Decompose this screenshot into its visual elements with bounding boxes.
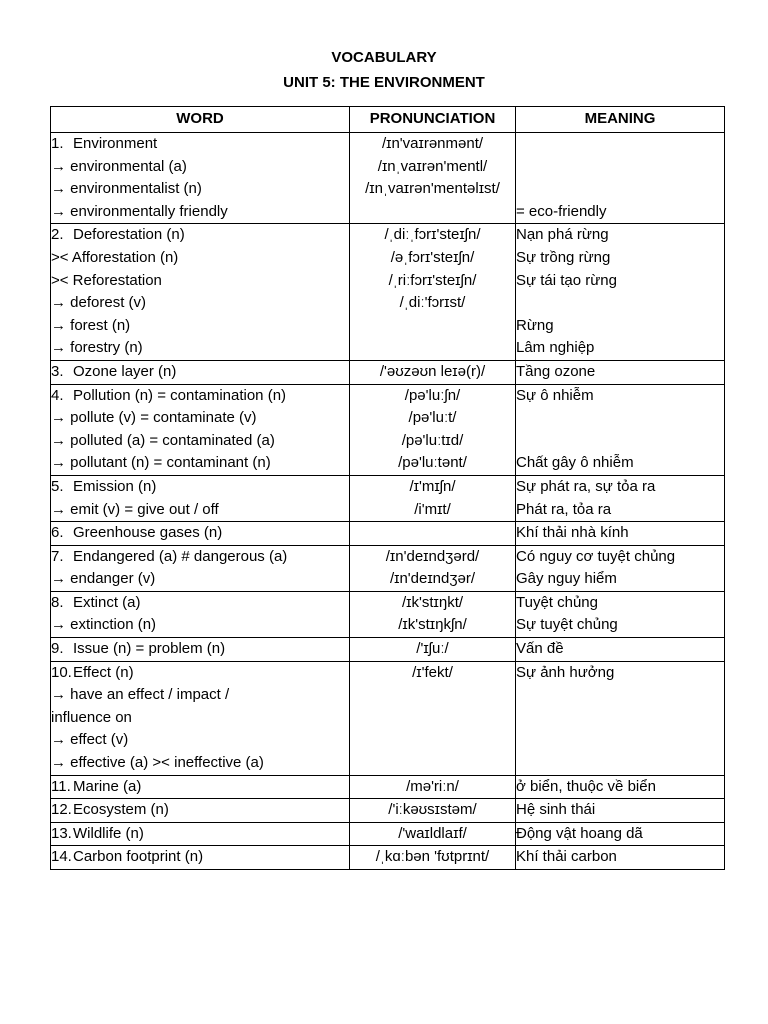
pronunciation-line: /ˌdiː'fɔrɪst/ [399,294,466,312]
pronunciation-line: /pə'luːtɪd/ [401,431,464,449]
table-header-row [51,107,725,133]
derivative-line: → effective (a) >< ineffective (a) [51,754,264,772]
table-row [51,822,725,846]
table-row [51,775,725,799]
meaning-line: Sự tái tạo rừng [516,271,617,289]
headword-text: Marine (a) [73,777,142,795]
page-title: VOCABULARY [331,49,437,66]
headword-text: Emission (n) [73,477,157,495]
meaning-line: Gây nguy hiểm [516,570,617,588]
pronunciation-line: /ɪk'stɪŋkt/ [401,593,464,611]
derivative-line: >< Reforestation [51,271,162,289]
meaning-line: Chất gây ô nhiễm [516,454,634,472]
headword-line [51,638,349,661]
headword-line [51,846,349,869]
meaning-line [516,178,724,201]
headword-line [51,385,349,408]
pronunciation-line: /pə'luːʃn/ [404,386,461,404]
meaning-line: Động vật hoang dã [516,824,643,842]
derivative-line: → pollute (v) = contaminate (v) [51,409,257,427]
entry-number: 13. [51,824,72,842]
derivative-line: → environmentally friendly [51,202,228,220]
word-cell [51,522,350,546]
word-cell [51,360,350,384]
meaning-cell [516,799,725,823]
table-row [51,545,725,591]
pronunciation-line: /ˌkɑːbən 'fʊtprɪnt/ [375,848,490,866]
entry-number: 4. [51,386,64,404]
entry-number: 8. [51,593,64,611]
meaning-cell [516,822,725,846]
entry-number: 6. [51,524,64,542]
derivative-line: → have an effect / impact / [51,686,230,704]
entry-number: 3. [51,362,64,380]
meaning-line: Khí thải nhà kính [516,524,629,542]
headword-line [51,776,349,799]
pronunciation-line: /əˌfɔrɪ'steɪʃn/ [390,248,475,266]
entry-number: 9. [51,640,64,658]
derivative-line: → deforest (v) [51,294,147,312]
table-row [51,475,725,521]
pronunciation-line: /ɪk'stɪŋkʃn/ [398,616,467,634]
meaning-line: Có nguy cơ tuyệt chủng [516,547,676,565]
pronunciation-line: /'əʊzəʊn leɪə(r)/ [379,362,486,380]
entry-number: 7. [51,547,64,565]
meaning-cell [516,224,725,361]
pronunciation-cell [350,661,516,775]
meaning-cell [516,522,725,546]
meaning-cell [516,591,725,637]
meaning-line: Sự ô nhiễm [516,386,594,404]
meaning-line: Sự tuyệt chủng [516,616,618,634]
meaning-cell [516,384,725,475]
headword-text: Pollution (n) = contamination (n) [73,386,287,404]
meaning-cell [516,360,725,384]
meaning-line: Sự phát ra, sự tỏa ra [516,477,656,495]
meaning-line: Rừng [516,316,554,334]
meaning-line [516,407,724,430]
header-pronunciation: PRONUNCIATION [350,107,516,133]
pronunciation-line: /ɪn'vaɪrənmənt/ [381,135,484,152]
word-cell [51,638,350,662]
pronunciation-cell [350,360,516,384]
entry-number: 12. [51,801,72,819]
pronunciation-line: /mə'riːn/ [406,777,459,795]
pronunciation-line: /ɪ'mɪʃn/ [409,477,456,495]
pronunciation-cell [350,638,516,662]
pronunciation-cell [350,475,516,521]
headword-text: Issue (n) = problem (n) [73,640,226,658]
word-cell [51,545,350,591]
derivative-line: → polluted (a) = contaminated (a) [51,431,275,449]
meaning-line [516,156,724,179]
pronunciation-cell [350,846,516,870]
pronunciation-line: /pə'luːt/ [408,409,457,427]
table-body [51,133,725,870]
headword-text: Wildlife (n) [73,824,144,842]
meaning-line: Vấn đề [516,640,564,658]
derivative-line: → environmental (a) [51,157,187,175]
pronunciation-line: /ɪn'deɪndʒər/ [389,570,476,588]
headword-line [51,361,349,384]
table-row [51,638,725,662]
headword-text: Environment [73,135,158,152]
headword-line [51,224,349,247]
pronunciation-line: /ˌdiːˌfɔrɪ'steɪʃn/ [384,226,481,244]
pronunciation-line: /ɪnˌvaɪrən'mentəlɪst/ [365,180,500,198]
entry-number: 2. [51,226,64,244]
meaning-line: = eco-friendly [516,202,607,220]
pronunciation-line: /'iːkəʊsɪstəm/ [388,801,477,819]
headword-text: Carbon footprint (n) [73,848,204,866]
meaning-line: Phát ra, tỏa ra [516,500,612,518]
derivative-line: → forestry (n) [51,339,143,357]
table-row [51,522,725,546]
pronunciation-line: /ɪn'deɪndʒərd/ [385,547,480,565]
word-cell [51,384,350,475]
word-cell [51,775,350,799]
word-cell [51,846,350,870]
meaning-cell [516,846,725,870]
page-subtitle: UNIT 5: THE ENVIRONMENT [283,74,485,91]
entry-number: 1. [51,135,64,152]
pronunciation-cell [350,224,516,361]
headword-line [51,799,349,822]
pronunciation-cell [350,591,516,637]
meaning-line: ở biển, thuộc về biển [516,777,656,795]
meaning-line: Nạn phá rừng [516,226,609,244]
derivative-line: >< Afforestation (n) [51,248,179,266]
meaning-line: Khí thải carbon [516,848,617,866]
headword-text: Deforestation (n) [73,226,185,244]
word-cell [51,822,350,846]
pronunciation-line: /pə'luːtənt/ [398,454,467,472]
pronunciation-cell [350,822,516,846]
word-cell [51,224,350,361]
pronunciation-line: /ˌriːfɔrɪ'steɪʃn/ [388,271,477,289]
headword-text: Ecosystem (n) [73,801,169,819]
headword-line [51,592,349,615]
meaning-cell [516,545,725,591]
table-row [51,799,725,823]
meaning-line: Sự ảnh hưởng [516,663,615,681]
headword-text: Ozone layer (n) [73,362,177,380]
pronunciation-cell [350,775,516,799]
word-cell [51,799,350,823]
table-row [51,224,725,361]
meaning-line: Hệ sinh thái [516,801,596,819]
meaning-cell [516,133,725,224]
table-row [51,591,725,637]
pronunciation-cell [350,545,516,591]
derivative-line: → extinction (n) [51,616,157,634]
meaning-cell [516,638,725,662]
derivative-line: → effect (v) [51,731,129,749]
entry-number: 11. [51,777,71,795]
entry-number: 14. [51,848,72,866]
pronunciation-line: /ɪ'fekt/ [412,663,453,681]
pronunciation-line: /i'mɪt/ [414,500,451,518]
derivative-line: influence on [51,708,132,726]
meaning-line: Sự trồng rừng [516,248,611,266]
meaning-line: Lâm nghiệp [516,339,595,357]
pronunciation-cell [350,133,516,224]
header-meaning: MEANING [516,107,725,133]
headword-text: Endangered (a) # dangerous (a) [73,547,288,565]
pronunciation-cell [350,799,516,823]
header-word: WORD [51,107,350,133]
word-cell [51,133,350,224]
entry-number: 5. [51,477,64,495]
word-cell [51,475,350,521]
pronunciation-line: /ɪnˌvaɪrən'mentl/ [377,157,488,175]
pronunciation-line: /'waɪldlaɪf/ [398,824,467,842]
headword-line [51,662,349,685]
pronunciation-cell [350,384,516,475]
headword-line [51,522,349,545]
headword-text: Extinct (a) [73,593,141,611]
table-row [51,384,725,475]
vocabulary-table [50,106,725,870]
meaning-line [516,133,724,156]
table-row [51,360,725,384]
headword-line [51,476,349,499]
derivative-line: → forest (n) [51,316,131,334]
derivative-line: → pollutant (n) = contaminant (n) [51,454,271,472]
entry-number: 10. [51,663,72,681]
meaning-cell [516,775,725,799]
pronunciation-cell [350,522,516,546]
derivative-line: → endanger (v) [51,570,156,588]
meaning-cell [516,475,725,521]
word-cell [51,661,350,775]
headword-line [51,133,349,156]
meaning-cell [516,661,725,775]
derivative-line: → environmentalist (n) [51,180,202,198]
meaning-line [516,430,724,453]
word-cell [51,591,350,637]
meaning-line [516,292,724,315]
meaning-line: Tầng ozone [516,362,596,380]
headword-line [51,546,349,569]
headword-text: Greenhouse gases (n) [73,524,223,542]
headword-line [51,823,349,846]
table-row [51,846,725,870]
table-row [51,133,725,224]
table-row [51,661,725,775]
pronunciation-line: /'ɪʃuː/ [416,640,449,658]
meaning-line: Tuyệt chủng [516,593,598,611]
headword-text: Effect (n) [73,663,134,681]
derivative-line: → emit (v) = give out / off [51,500,219,518]
